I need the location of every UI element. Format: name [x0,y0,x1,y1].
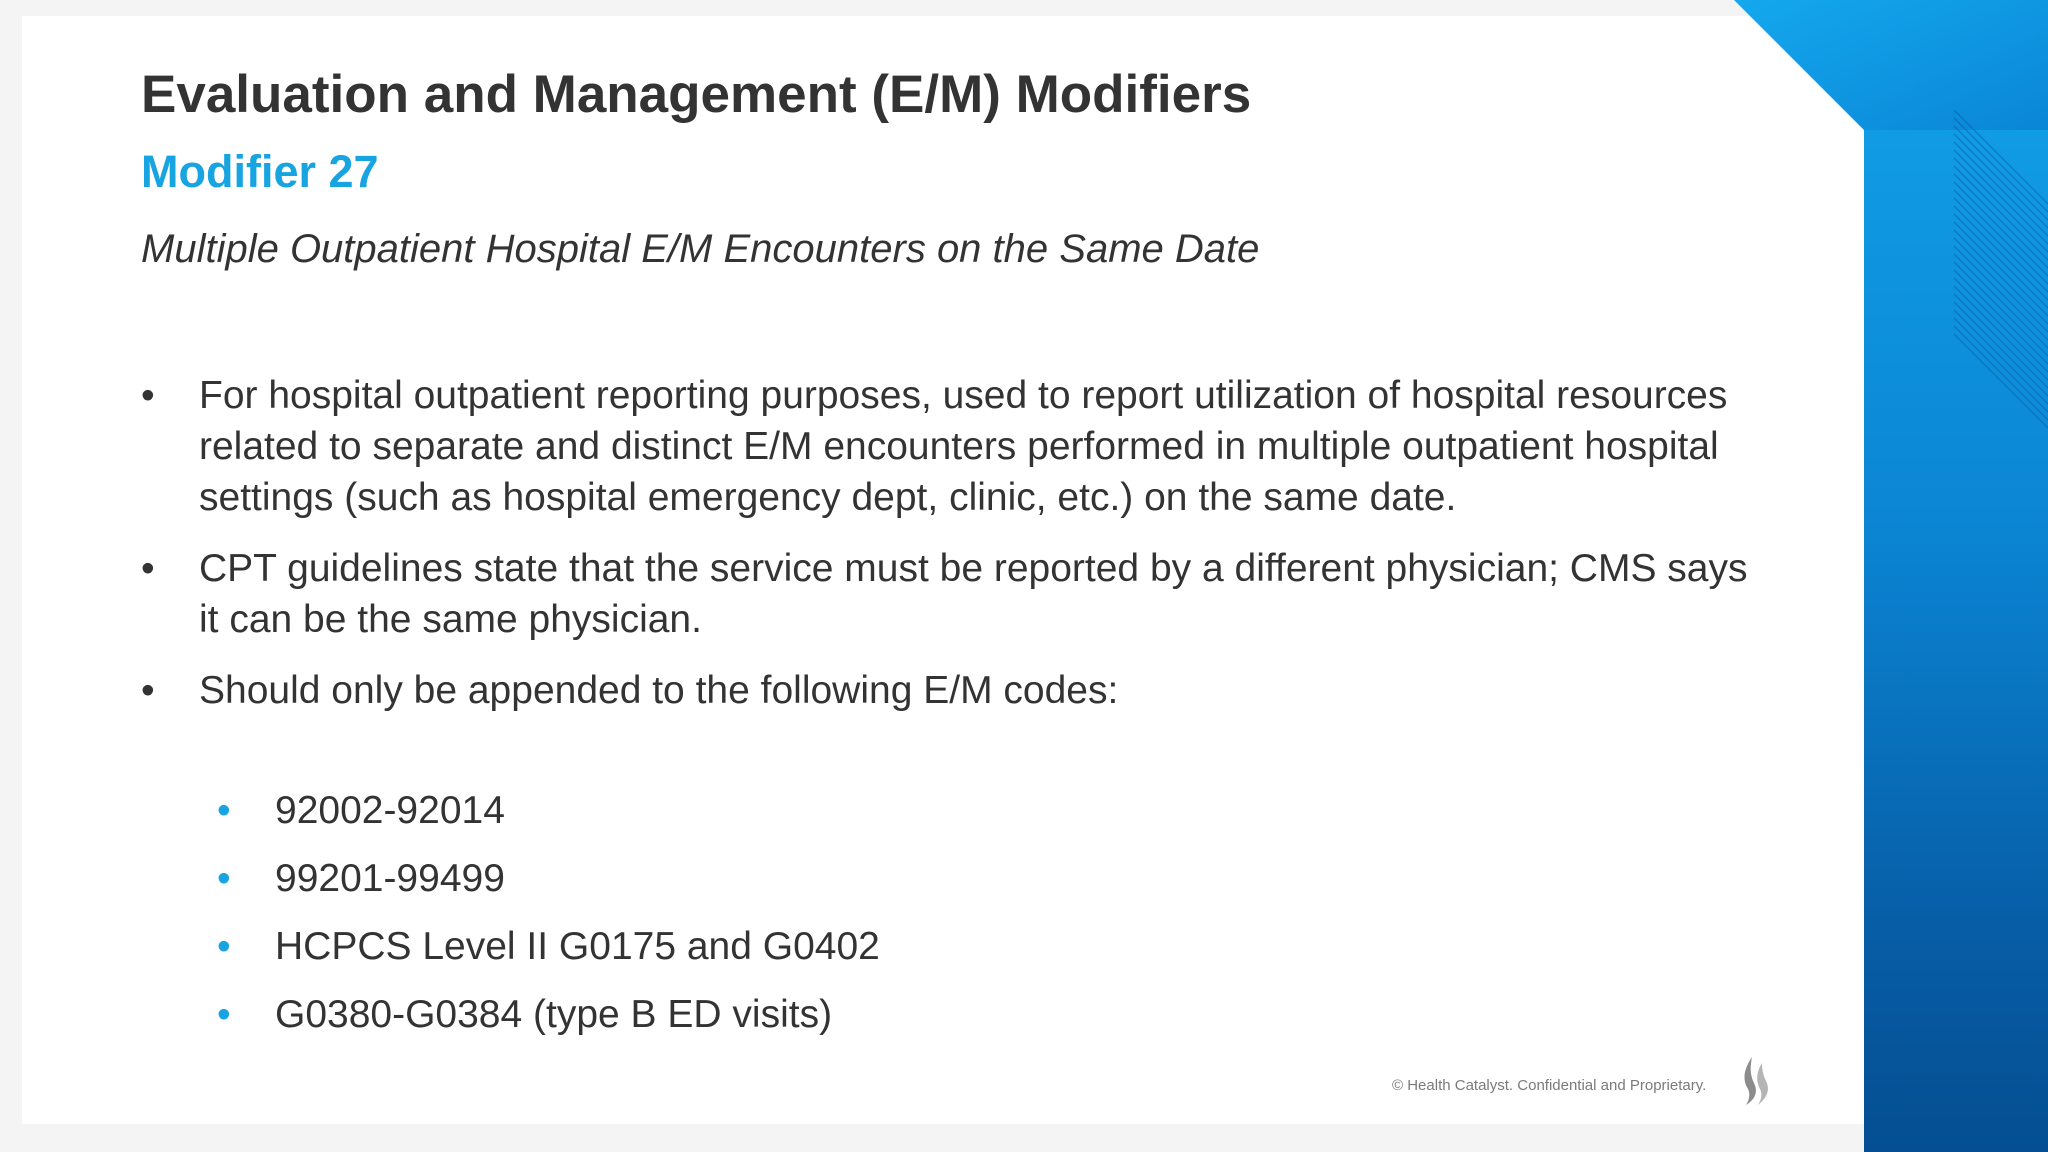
sub-bullet-icon: • [217,789,231,832]
bullet-text: CPT guidelines state that the service must be reported by a different physician; CMS says it can be the same physician. [199,547,1748,641]
bullet-icon: • [141,669,155,712]
blue-side-band [1864,0,2048,1152]
slide-subtitle: Modifier 27 [141,146,379,197]
bullet-icon: • [141,374,155,417]
slide-tagline: Multiple Outpatient Hospital E/M Encounters on the Same Date [141,227,1260,271]
sub-bullet-text: HCPCS Level II G0175 and G0402 [275,925,880,968]
copyright-footer: © Health Catalyst. Confidential and Proprietary. [1392,1077,1707,1094]
sub-bullet-icon: • [217,925,231,968]
bullet-item [141,665,1761,716]
sub-bullet-text: 99201-99499 [275,857,505,900]
sub-bullet-item [217,853,880,921]
sub-bullet-text: G0380-G0384 (type B ED visits) [275,993,833,1036]
bullet-item [141,370,1761,523]
bullet-text: Should only be appended to the following E/M codes: [199,669,1119,712]
sub-bullet-text: 92002-92014 [275,789,505,832]
bullet-list [141,370,1761,736]
sub-bullet-item [217,921,880,989]
bullet-text: For hospital outpatient reporting purposes, used to report utilization of hospital resources related to separate and distinct E/M encounters performed in multiple outpatient hospital settings (such as hospital emergency dept, clinic, etc.) on the same date. [199,374,1728,519]
sub-bullet-icon: • [217,993,231,1036]
slide-title: Evaluation and Management (E/M) Modifiers [141,65,1252,124]
flame-icon [1738,1055,1772,1107]
bullet-item [141,543,1761,645]
sub-bullet-icon: • [217,857,231,900]
sub-bullet-item [217,989,880,1057]
bullet-icon: • [141,547,155,590]
sub-bullet-list [217,785,880,1057]
sub-bullet-item [217,785,880,853]
